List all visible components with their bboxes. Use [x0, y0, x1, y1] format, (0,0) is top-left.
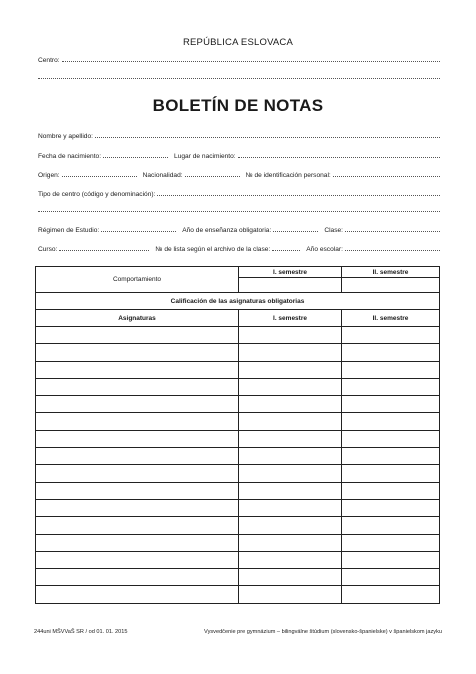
- compulsory-year-label: Año de enseñanza obligatoria:: [182, 227, 272, 234]
- behavior-sem2-cell[interactable]: [342, 278, 440, 293]
- subject-sem1-cell[interactable]: [239, 569, 342, 586]
- subject-sem1-cell[interactable]: [239, 327, 342, 344]
- name-field[interactable]: [95, 137, 440, 138]
- subject-row: [36, 534, 440, 551]
- subject-sem1-cell[interactable]: [239, 517, 342, 534]
- school-year-field[interactable]: [345, 250, 440, 251]
- subjects-section-title: Calificación de las asignaturas obligatorias: [36, 293, 440, 310]
- subject-sem2-cell[interactable]: [342, 569, 440, 586]
- centro-label: Centro:: [38, 57, 60, 64]
- subject-name-cell[interactable]: [36, 534, 239, 551]
- birth-place-label: Lugar de nacimiento:: [174, 153, 236, 160]
- subject-row: [36, 344, 440, 361]
- class-label: Clase:: [324, 227, 344, 234]
- subject-name-cell[interactable]: [36, 569, 239, 586]
- sem1-col-header: I. semestre: [239, 310, 342, 327]
- behavior-label: Comportamiento: [36, 267, 239, 293]
- subject-name-cell[interactable]: [36, 396, 239, 413]
- subject-sem1-cell[interactable]: [239, 499, 342, 516]
- subject-sem2-cell[interactable]: [342, 499, 440, 516]
- subject-name-cell[interactable]: [36, 430, 239, 447]
- subject-sem1-cell[interactable]: [239, 448, 342, 465]
- subject-name-cell[interactable]: [36, 344, 239, 361]
- subject-row: [36, 378, 440, 395]
- name-row: [38, 128, 440, 140]
- subject-sem2-cell[interactable]: [342, 482, 440, 499]
- subject-sem2-cell[interactable]: [342, 465, 440, 482]
- subject-name-cell[interactable]: [36, 413, 239, 430]
- document-title: BOLETÍN DE NOTAS: [152, 96, 324, 115]
- footer-form-code: 244uni MŠVVaŠ SR / od 01. 01. 2015: [34, 629, 128, 635]
- subject-sem2-cell[interactable]: [342, 344, 440, 361]
- subject-sem2-cell[interactable]: [342, 534, 440, 551]
- school-type-row: [38, 186, 440, 198]
- subject-sem2-cell[interactable]: [342, 448, 440, 465]
- subject-name-cell[interactable]: [36, 482, 239, 499]
- birth-place-field[interactable]: [238, 157, 440, 158]
- subject-sem2-cell[interactable]: [342, 551, 440, 568]
- centro-field[interactable]: [62, 61, 440, 62]
- subject-sem2-cell[interactable]: [342, 413, 440, 430]
- subject-name-cell[interactable]: [36, 361, 239, 378]
- subject-row: [36, 430, 440, 447]
- country-heading: REPÚBLICA ESLOVACA: [182, 37, 294, 48]
- origin-label: Origen:: [38, 172, 60, 179]
- birth-date-label: Fecha de nacimiento:: [38, 153, 102, 160]
- origin-field[interactable]: [62, 176, 137, 177]
- nationality-field[interactable]: [185, 176, 240, 177]
- birth-date-field[interactable]: [103, 157, 168, 158]
- course-field[interactable]: [59, 250, 149, 251]
- subject-name-cell[interactable]: [36, 586, 239, 603]
- name-label: Nombre y apellido:: [38, 133, 93, 140]
- subject-name-cell[interactable]: [36, 551, 239, 568]
- school-type-label: Tipo de centro (código y denominación):: [38, 191, 156, 198]
- subject-row: [36, 586, 440, 603]
- school-year-label: Año escolar:: [306, 246, 343, 253]
- birth-row: [38, 148, 440, 160]
- origin-row: [38, 167, 440, 179]
- subject-sem2-cell[interactable]: [342, 378, 440, 395]
- subject-name-cell[interactable]: [36, 465, 239, 482]
- subject-sem2-cell[interactable]: [342, 327, 440, 344]
- id-number-label: № de identificación personal:: [245, 172, 331, 179]
- centro-line-2[interactable]: [38, 78, 440, 79]
- subject-row: [36, 465, 440, 482]
- study-regime-field[interactable]: [101, 231, 176, 232]
- study-row: [38, 222, 440, 234]
- subject-sem1-cell[interactable]: [239, 396, 342, 413]
- subject-row: [36, 413, 440, 430]
- school-type-line-2[interactable]: [38, 211, 440, 212]
- subject-sem2-cell[interactable]: [342, 361, 440, 378]
- class-field[interactable]: [345, 231, 440, 232]
- subject-sem2-cell[interactable]: [342, 430, 440, 447]
- subject-sem1-cell[interactable]: [239, 344, 342, 361]
- subject-name-cell[interactable]: [36, 517, 239, 534]
- sem2-col-header: II. semestre: [342, 310, 440, 327]
- subjects-col-header: Asignaturas: [36, 310, 239, 327]
- subject-sem1-cell[interactable]: [239, 430, 342, 447]
- footer-description: Vysvedčenie pre gymnázium – bilingválne štúdium (slovensko-španielske) v španielskom jazyku: [204, 629, 442, 635]
- compulsory-year-field[interactable]: [273, 231, 318, 232]
- subject-sem2-cell[interactable]: [342, 396, 440, 413]
- subject-name-cell[interactable]: [36, 327, 239, 344]
- subject-row: [36, 517, 440, 534]
- subject-sem1-cell[interactable]: [239, 534, 342, 551]
- subject-sem1-cell[interactable]: [239, 586, 342, 603]
- subject-sem1-cell[interactable]: [239, 378, 342, 395]
- list-number-label: № de lista según el archivo de la clase:: [155, 246, 271, 253]
- id-number-field[interactable]: [333, 176, 440, 177]
- behavior-sem1-cell[interactable]: [239, 278, 342, 293]
- course-label: Curso:: [38, 246, 58, 253]
- subject-sem1-cell[interactable]: [239, 482, 342, 499]
- subject-name-cell[interactable]: [36, 378, 239, 395]
- subject-row: [36, 569, 440, 586]
- subject-name-cell[interactable]: [36, 499, 239, 516]
- subject-name-cell[interactable]: [36, 448, 239, 465]
- subject-sem1-cell[interactable]: [239, 551, 342, 568]
- subject-row: [36, 396, 440, 413]
- subject-row: [36, 361, 440, 378]
- subject-sem1-cell[interactable]: [239, 413, 342, 430]
- grades-table: [35, 266, 440, 604]
- list-number-field[interactable]: [272, 250, 300, 251]
- subject-sem1-cell[interactable]: [239, 465, 342, 482]
- subject-row: [36, 499, 440, 516]
- study-regime-label: Régimen de Estudio:: [38, 227, 100, 234]
- behavior-sem1-header: I. semestre: [239, 267, 342, 278]
- centro-row: [38, 52, 440, 64]
- subject-sem2-cell[interactable]: [342, 517, 440, 534]
- subject-row: [36, 327, 440, 344]
- school-type-field[interactable]: [157, 195, 440, 196]
- subject-sem2-cell[interactable]: [342, 586, 440, 603]
- nationality-label: Nacionalidad:: [142, 172, 183, 179]
- subject-row: [36, 551, 440, 568]
- behavior-sem2-header: II. semestre: [342, 267, 440, 278]
- subject-row: [36, 482, 440, 499]
- course-row: [38, 241, 440, 253]
- subject-row: [36, 448, 440, 465]
- subject-sem1-cell[interactable]: [239, 361, 342, 378]
